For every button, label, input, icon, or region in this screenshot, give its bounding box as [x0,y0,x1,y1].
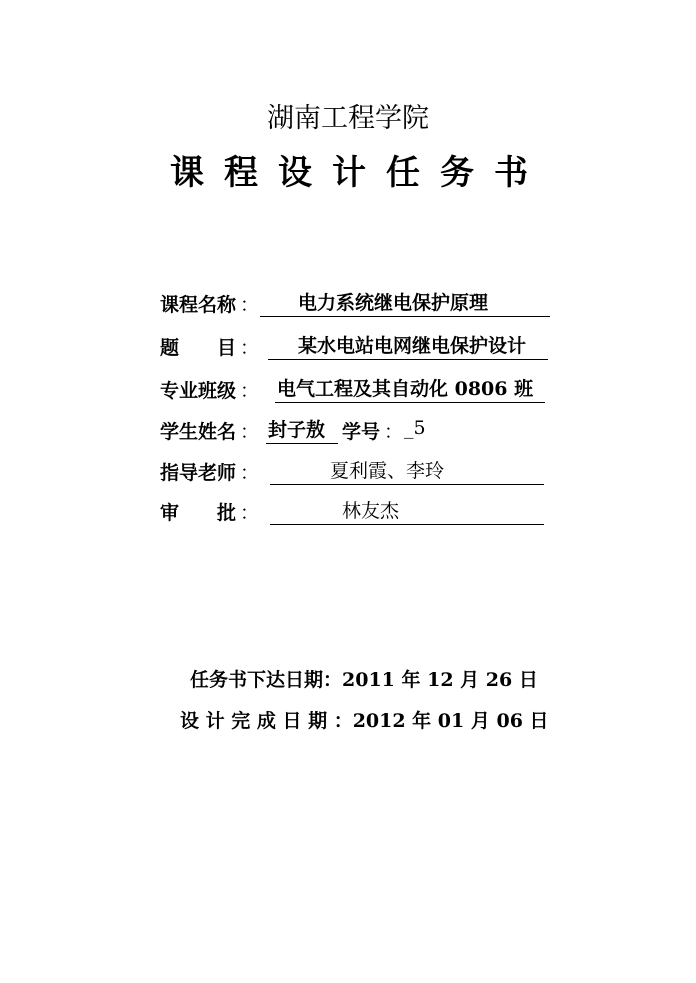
topic-colon: ： [240,337,260,359]
topic-value-line [268,333,548,360]
student-colon: ： [240,421,260,443]
completion-date: 设 计 完 成 日 期 ：2012 年 01 月 06 日 [180,710,549,732]
approval-value: 林友杰 [342,500,400,522]
approval-colon: ： [240,502,260,524]
student-value-line [266,417,338,444]
id-value: _5 [404,417,426,439]
course-value-line [260,290,550,317]
student-value: 封子敖 [268,419,326,441]
major-value: 电气工程及其自动化 0806 班 [277,378,534,400]
approval-value-line [270,498,544,525]
advisor-value-line [270,458,544,485]
major-label: 专业班级 [160,380,237,402]
major-value-line [275,376,545,403]
topic-value: 某水电站电网继电保护设计 [298,335,527,357]
course-label: 课程名称 [160,294,237,316]
document-title: 课程设计任务书 [170,153,548,193]
approval-label: 审 批 [160,502,237,524]
id-label: 学号 [342,421,381,443]
student-label: 学生姓名 [160,421,237,443]
course-colon: ： [240,294,260,316]
advisor-colon: ： [240,462,260,484]
advisor-label: 指导老师 [160,462,237,484]
id-colon: ： [384,421,404,443]
advisor-value: 夏利霞、李玲 [330,460,445,482]
topic-label: 题 目 [160,337,237,359]
issue-date: 任务书下达日期：2011 年 12 月 26 日 [190,669,538,691]
course-value: 电力系统继电保护原理 [298,292,489,314]
major-colon: ： [240,380,260,402]
school-name: 湖南工程学院 [267,103,429,134]
